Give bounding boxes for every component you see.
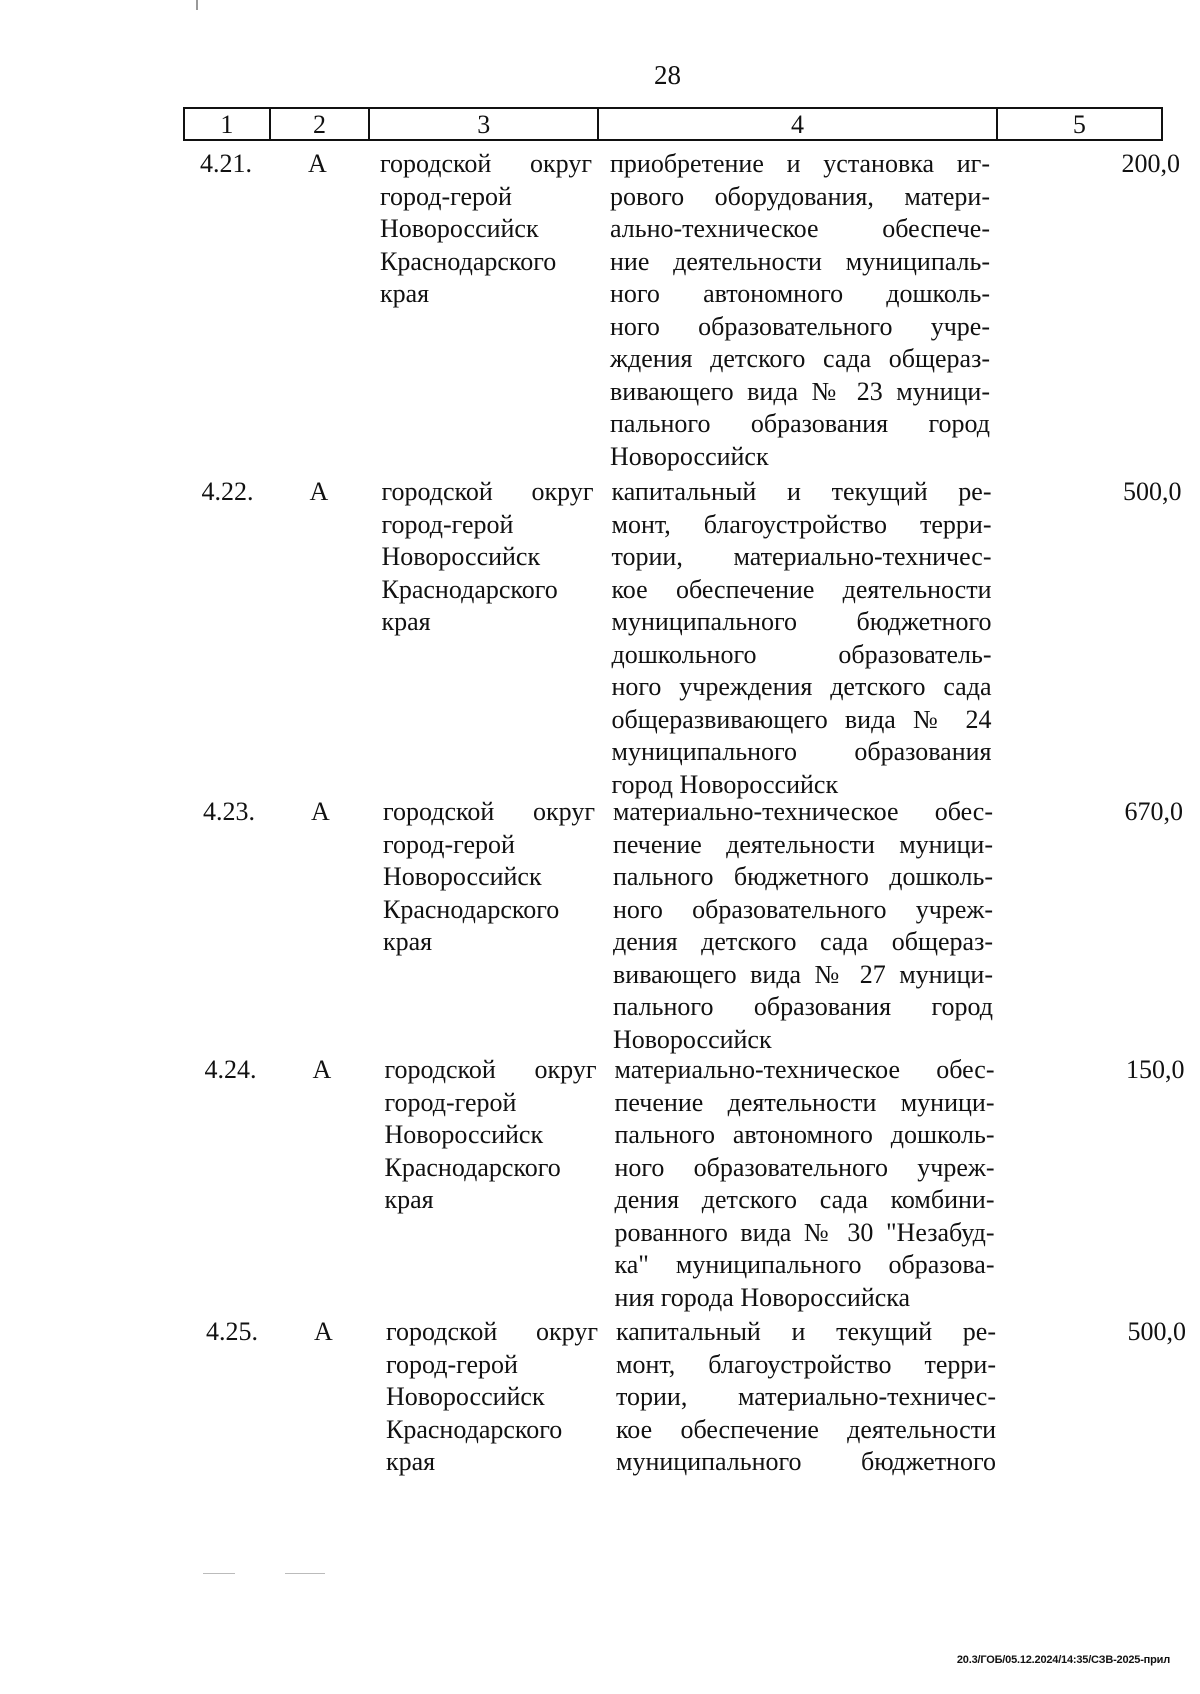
description-line: тории, материально-техничес- [611, 542, 992, 571]
row-category: А [311, 797, 330, 826]
row-description [610, 148, 990, 473]
row-number: 4.25. [206, 1317, 258, 1346]
row-category: А [309, 477, 329, 506]
description-line: пального автономного дошколь- [614, 1120, 995, 1149]
description-line: капитальный и текущий ре- [616, 1317, 996, 1346]
row-description [613, 796, 993, 1056]
description-line: материально-техническое обес- [614, 1055, 995, 1084]
row-municipality [380, 148, 592, 311]
description-line: город Новороссийск [611, 769, 839, 799]
scan-artifact [203, 1573, 235, 1574]
description-line: ного образовательного учреж- [614, 1152, 995, 1182]
municipality-line: Краснодарского [380, 246, 557, 276]
row-amount: 150,0 [1126, 1055, 1185, 1084]
description-line: общеразвивающего вида № 24 [611, 704, 992, 734]
municipality-line: края [381, 607, 431, 636]
table-row [196, 1316, 1186, 1481]
row-number: 4.23. [203, 797, 255, 826]
description-line: монт, благоустройство терри- [611, 509, 992, 539]
municipality-line: Краснодарского [381, 574, 558, 604]
municipality-line: город-герой [381, 509, 514, 539]
description-line: муниципального бюджетного [616, 1447, 996, 1476]
description-line: вивающего вида № 23 муници- [610, 376, 990, 406]
row-category: А [308, 149, 327, 178]
description-line: вивающего вида № 27 муници- [613, 959, 993, 989]
municipality-line: края [383, 927, 433, 956]
row-number: 4.22. [201, 477, 254, 506]
header-col-1: 1 [185, 109, 271, 139]
description-line: пального образования город [613, 992, 993, 1021]
description-line: ждения детского сада общераз- [610, 344, 990, 373]
description-line: ние деятельности муниципаль- [610, 246, 990, 276]
row-municipality [383, 796, 595, 959]
description-line: ного образовательного учреж- [613, 894, 993, 924]
description-line: кое обеспечение деятельности [616, 1414, 996, 1444]
description-line: ния города Новороссийска [614, 1282, 911, 1312]
description-line: муниципального бюджетного [611, 607, 992, 636]
description-line: монт, благоустройство терри- [616, 1349, 996, 1379]
row-amount: 670,0 [1124, 797, 1183, 826]
description-line: рового оборудования, матери- [610, 181, 990, 211]
municipality-line: края [384, 1185, 434, 1214]
description-line: печение деятельности муници- [614, 1087, 995, 1117]
municipality-line: городской округ [383, 797, 595, 826]
description-line: Новороссийск [613, 1024, 772, 1054]
row-municipality [385, 1054, 597, 1217]
municipality-line: городской округ [384, 1055, 597, 1084]
header-col-3: 3 [370, 109, 599, 139]
row-category: А [314, 1317, 333, 1346]
municipality-line: Новороссийск [384, 1120, 544, 1149]
table-header [183, 107, 1163, 141]
municipality-line: Краснодарского [384, 1152, 561, 1182]
municipality-line: Краснодарского [383, 894, 560, 924]
municipality-line: края [380, 279, 430, 308]
municipality-line: город-герой [383, 829, 515, 859]
municipality-line: Краснодарского [386, 1414, 563, 1444]
municipality-line: Новороссийск [380, 214, 539, 243]
row-description [615, 1054, 995, 1314]
row-municipality [382, 476, 594, 639]
row-description [612, 476, 992, 801]
description-line: дения детского сада общераз- [613, 927, 993, 956]
table-row [195, 1054, 1185, 1314]
description-line: капитальный и текущий ре- [611, 477, 992, 506]
description-line: материально-техническое обес- [613, 797, 993, 826]
municipality-line: Новороссийск [381, 542, 541, 571]
municipality-line: городской округ [386, 1317, 598, 1346]
description-line: ально-техническое обеспече- [610, 214, 990, 243]
description-line: Новороссийск [610, 441, 769, 471]
description-line: дения детского сада комбини- [614, 1185, 995, 1214]
municipality-line: город-герой [384, 1087, 517, 1117]
table-row [192, 476, 1182, 801]
row-amount: 500,0 [1123, 477, 1182, 506]
municipality-line: городской округ [381, 477, 594, 506]
description-line: приобретение и установка иг- [610, 149, 990, 178]
description-line: ного автономного дошколь- [610, 279, 990, 308]
scan-artifact [196, 0, 198, 10]
description-line: ка" муниципального образова- [614, 1250, 995, 1279]
description-line: муниципального образования [611, 737, 992, 766]
row-amount: 500,0 [1127, 1317, 1186, 1346]
municipality-line: края [386, 1447, 436, 1476]
municipality-line: Новороссийск [383, 862, 542, 891]
page-number: 28 [654, 60, 681, 90]
description-line: тории, материально-техничес- [616, 1382, 996, 1411]
row-number: 4.21. [200, 149, 252, 178]
row-municipality [386, 1316, 598, 1479]
description-line: ного образовательного учре- [610, 311, 990, 341]
document-code: 20.3/ГОБ/05.12.2024/14:35/СЗВ-2025-прил [956, 1654, 1170, 1666]
row-amount: 200,0 [1121, 149, 1180, 178]
municipality-line: городской округ [380, 149, 592, 178]
row-description [616, 1316, 996, 1479]
scan-artifact [285, 1573, 325, 1574]
description-line: ного учреждения детского сада [611, 672, 992, 701]
header-col-4: 4 [599, 109, 997, 139]
description-line: дошкольного образователь- [611, 639, 992, 669]
header-col-5: 5 [1072, 110, 1086, 139]
table-row [193, 796, 1183, 1056]
description-line: пального образования город [610, 409, 990, 438]
row-number: 4.24. [204, 1055, 257, 1084]
description-line: печение деятельности муници- [613, 829, 993, 859]
table-row [190, 148, 1180, 473]
municipality-line: город-герой [380, 181, 512, 211]
header-col-2: 2 [271, 109, 371, 139]
municipality-line: город-герой [386, 1349, 518, 1379]
description-line: рованного вида № 30 "Незабуд- [614, 1217, 995, 1247]
row-category: А [312, 1055, 332, 1084]
municipality-line: Новороссийск [386, 1382, 545, 1411]
description-line: пального бюджетного дошколь- [613, 862, 993, 891]
description-line: кое обеспечение деятельности [611, 574, 992, 604]
